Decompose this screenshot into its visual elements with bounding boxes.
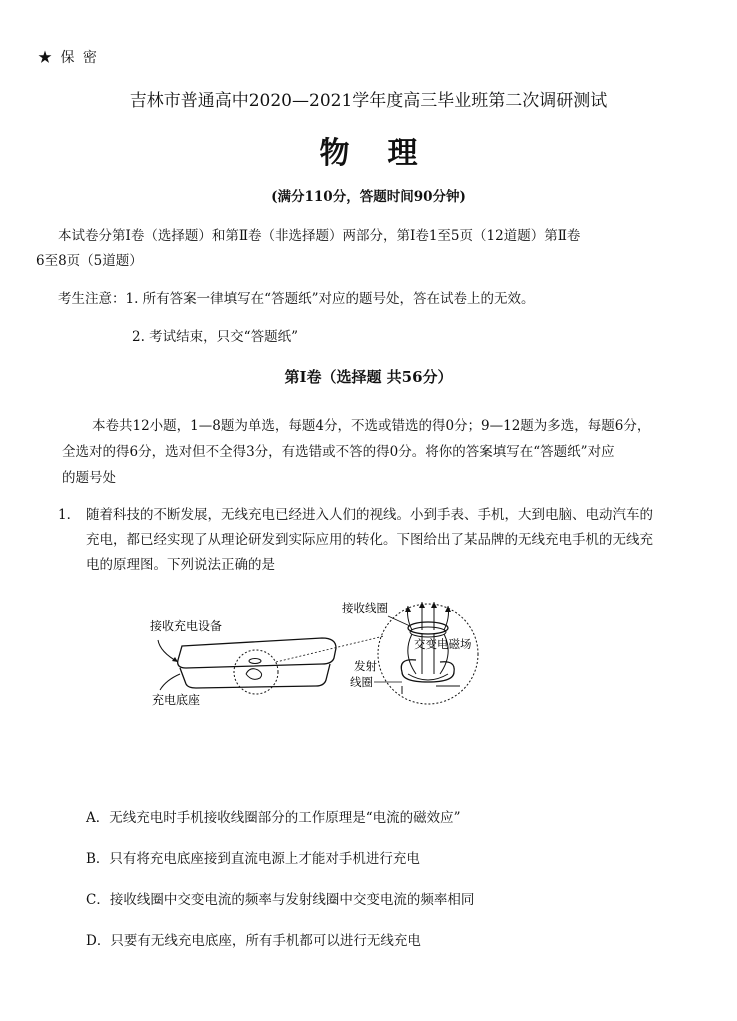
label-field: 交变电磁场 — [414, 637, 472, 651]
section-instructions-line-2: 全选对的得6分，选对但不全得3分，有选错或不答的得0分。将你的答案填写在“答题纸”对应 — [62, 444, 615, 460]
zoom-circle-large — [378, 604, 478, 704]
option-c: C．接收线圈中交变电流的频率与发射线圈中交变电流的频率相同 — [86, 892, 475, 908]
notice-item-1: 考生注意：1. 所有答案一律填写在“答题纸”对应的题号处，答在试卷上的无效。 — [58, 291, 535, 307]
subject-title: 物理 — [319, 136, 456, 171]
option-b: B．只有将充电底座接到直流电源上才能对手机进行充电 — [86, 851, 420, 867]
intro-line-2: 6至8页（5道题） — [36, 253, 143, 269]
option-d: D．只要有无线充电底座，所有手机都可以进行无线充电 — [86, 933, 421, 949]
full-score-note: (满分110分，答题时间90分钟) — [271, 189, 466, 205]
field-arrowhead-3 — [431, 602, 437, 608]
label-transmit-1: 发射 — [354, 659, 377, 673]
option-a: A．无线充电时手机接收线圈部分的工作原理是“电流的磁效应” — [86, 810, 461, 826]
question-1-number: 1． — [58, 507, 81, 523]
exam-title: 吉林市普通高中2020—2021学年度高三毕业班第二次调研测试 — [129, 91, 608, 111]
label-receiver-device: 接收充电设备 — [150, 619, 223, 633]
intro-line-1: 本试卷分第Ⅰ卷（选择题）和第Ⅱ卷（非选择题）两部分，第Ⅰ卷1至5页（12道题）第Ⅱ卷 — [58, 228, 581, 244]
transmit-coil-inner — [408, 674, 448, 680]
section-instructions-line-1: 本卷共12小题，1—8题为单选，每题4分，不选或错选的得0分；9—12题为多选，每题6分， — [92, 418, 651, 434]
label-base: 充电底座 — [152, 693, 201, 707]
pointer-line-receive-coil — [388, 616, 410, 626]
notice-item-2: 2. 考试结束，只交“答题纸” — [132, 329, 298, 345]
field-arrowhead-2 — [419, 602, 425, 608]
receive-coil-shape — [408, 622, 448, 634]
question-1-line-3: 电的原理图。下列说法正确的是 — [86, 557, 275, 573]
label-transmit-2: 线圈 — [350, 675, 373, 689]
label-receive-coil: 接收线圈 — [342, 601, 388, 615]
wireless-charging-diagram — [140, 590, 480, 720]
section-heading: 第Ⅰ卷（选择题 共56分） — [284, 368, 453, 386]
question-1-line-2: 充电，都已经实现了从理论研发到实际应用的转化。下图给出了某品牌的无线充电手机的无线充 — [86, 532, 653, 548]
question-1-line-1: 随着科技的不断发展，无线充电已经进入人们的视线。小到手表、手机，大到电脑、电动汽车的 — [86, 507, 653, 523]
exam-intro — [36, 224, 698, 274]
section-instructions-line-3: 的题号处 — [62, 470, 116, 486]
pointer-line-base — [160, 674, 180, 690]
confidential-mark: ★ 保 密 — [38, 50, 99, 66]
base-coil-small — [246, 669, 262, 680]
